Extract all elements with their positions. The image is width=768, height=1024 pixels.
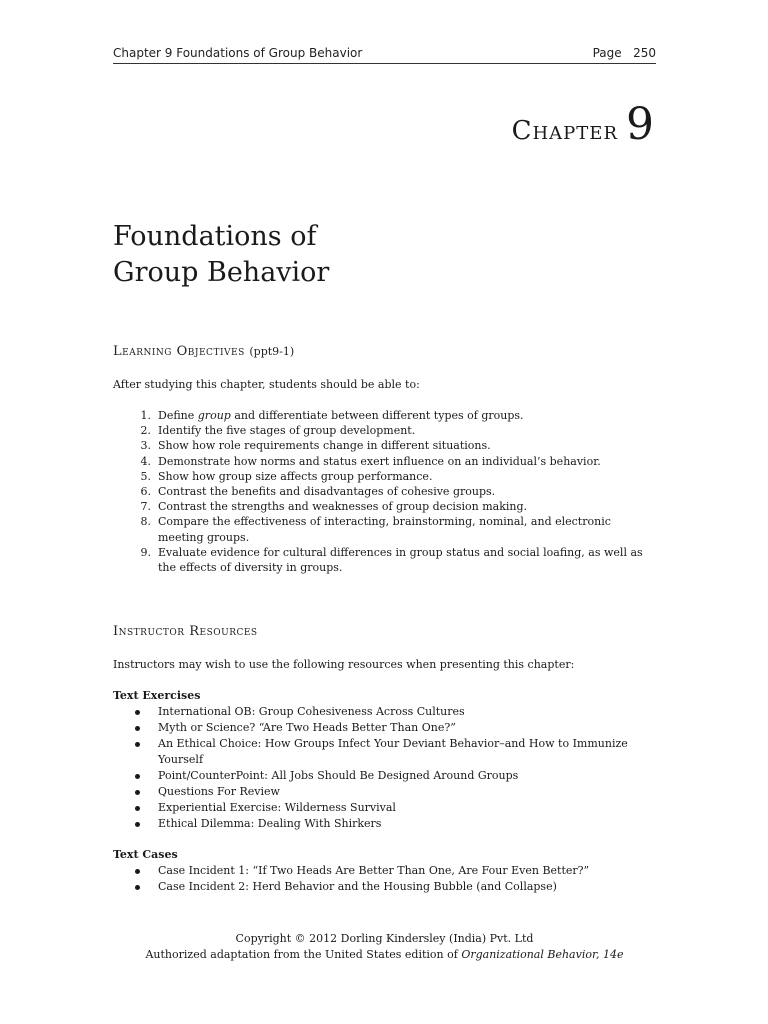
list-number: 6. bbox=[140, 485, 151, 499]
page-number bbox=[593, 46, 656, 60]
learning-objective-item bbox=[113, 514, 658, 544]
bullet-icon bbox=[135, 790, 140, 795]
learning-objective-item bbox=[113, 484, 658, 499]
objective-text-rest: and differentiate between different types of groups. bbox=[230, 409, 524, 422]
adaptation-prefix: Authorized adaptation from the United States edition of bbox=[145, 948, 462, 961]
learning-objective-item bbox=[113, 469, 658, 484]
learning-objective-item bbox=[113, 408, 658, 423]
adaptation-line bbox=[113, 947, 656, 963]
page-label: Page bbox=[592, 46, 622, 60]
text-exercise-item-text: Point/CounterPoint: All Jobs Should Be Designed Around Groups bbox=[158, 769, 519, 782]
learning-objectives-heading-suffix: (ppt9-1) bbox=[249, 345, 295, 358]
text-exercise-item-text: Experiential Exercise: Wilderness Survival bbox=[158, 801, 396, 814]
text-exercise-item bbox=[113, 720, 658, 736]
list-number: 8. bbox=[140, 515, 151, 529]
learning-objectives-heading-text: Learning Objectives bbox=[113, 344, 245, 359]
page-number-value: 250 bbox=[633, 46, 656, 60]
text-exercise-item-text: International OB: Group Cohesiveness Across Cultures bbox=[158, 705, 465, 718]
bullet-icon bbox=[135, 806, 140, 811]
list-number: 7. bbox=[140, 500, 151, 514]
list-number: 9. bbox=[140, 545, 151, 559]
text-exercise-item bbox=[113, 736, 658, 768]
list-number: 2. bbox=[140, 424, 151, 438]
list-number: 1. bbox=[140, 409, 151, 422]
bullet-icon bbox=[135, 726, 140, 731]
text-exercise-item bbox=[113, 704, 658, 720]
text-exercise-item-text: Questions For Review bbox=[158, 785, 280, 798]
text-exercise-item-text: An Ethical Choice: How Groups Infect Your Deviant Behavior–and How to Immunize Yourself bbox=[158, 737, 628, 766]
text-exercise-item-text: Ethical Dilemma: Dealing With Shirkers bbox=[158, 817, 382, 830]
objective-text: Demonstrate how norms and status exert influence on an individual’s behavior. bbox=[158, 454, 601, 468]
text-cases-list bbox=[113, 863, 658, 895]
bullet-icon bbox=[135, 710, 140, 715]
text-case-item bbox=[113, 879, 658, 895]
learning-objective-item bbox=[113, 545, 658, 575]
objective-text: Contrast the strengths and weaknesses of group decision making. bbox=[158, 500, 528, 514]
chapter-label bbox=[512, 100, 655, 156]
learning-objectives-intro: After studying this chapter, students should be able to: bbox=[113, 378, 420, 391]
text-case-item bbox=[113, 863, 658, 879]
chapter-number: 9 bbox=[626, 99, 655, 150]
learning-objective-item bbox=[113, 438, 658, 453]
chapter-title bbox=[113, 219, 329, 291]
chapter-word: Chapter bbox=[511, 116, 618, 146]
objective-text: Contrast the benefits and disadvantages of cohesive groups. bbox=[158, 485, 496, 499]
objective-text: Show how group size affects group performance. bbox=[158, 469, 433, 483]
chapter-title-line-2: Group Behavior bbox=[113, 257, 330, 288]
text-cases-heading: Text Cases bbox=[113, 848, 178, 861]
text-exercise-item bbox=[113, 768, 658, 784]
running-head bbox=[113, 45, 656, 64]
bullet-icon bbox=[135, 742, 140, 747]
instructor-resources-intro: Instructors may wish to use the following resources when presenting this chapter: bbox=[113, 658, 575, 671]
list-number: 3. bbox=[140, 439, 151, 453]
list-number: 4. bbox=[140, 454, 151, 468]
text-exercises-list bbox=[113, 704, 658, 832]
learning-objective-item bbox=[113, 499, 658, 514]
learning-objectives-list bbox=[113, 408, 658, 575]
objective-text: Evaluate evidence for cultural differences in group status and social loafing, as well as the effects of diversity in groups. bbox=[158, 545, 643, 575]
instructor-resources-heading: Instructor Resources bbox=[113, 624, 258, 639]
chapter-title-line-1: Foundations of bbox=[113, 221, 317, 252]
objective-emphasis: group bbox=[197, 409, 231, 422]
book-title: Organizational Behavior, 14e bbox=[461, 948, 624, 961]
objective-text: Define bbox=[158, 409, 198, 422]
text-exercises-heading: Text Exercises bbox=[113, 689, 201, 702]
text-case-item-text: Case Incident 1: “If Two Heads Are Better Than One, Are Four Even Better?” bbox=[158, 864, 590, 877]
objective-text: Show how role requirements change in different situations. bbox=[158, 439, 491, 453]
text-exercise-item bbox=[113, 816, 658, 832]
objective-text: Identify the five stages of group development. bbox=[158, 424, 416, 438]
text-exercise-item bbox=[113, 800, 658, 816]
bullet-icon bbox=[135, 822, 140, 827]
learning-objective-item bbox=[113, 454, 658, 469]
bullet-icon bbox=[135, 885, 140, 890]
text-exercise-item bbox=[113, 784, 658, 800]
bullet-icon bbox=[135, 774, 140, 779]
list-number: 5. bbox=[140, 469, 151, 483]
copyright-line: Copyright © 2012 Dorling Kindersley (India) Pvt. Ltd bbox=[235, 932, 534, 945]
running-head-title: Chapter 9 Foundations of Group Behavior bbox=[113, 46, 363, 60]
bullet-icon bbox=[135, 869, 140, 874]
text-case-item-text: Case Incident 2: Herd Behavior and the Housing Bubble (and Collapse) bbox=[158, 880, 557, 893]
text-exercise-item-text: Myth or Science? “Are Two Heads Better Than One?” bbox=[158, 721, 456, 734]
objective-text: Compare the effectiveness of interacting, brainstorming, nominal, and electronic meeting groups. bbox=[158, 515, 611, 544]
learning-objectives-heading bbox=[113, 344, 294, 360]
page-footer bbox=[113, 931, 656, 963]
learning-objective-item bbox=[113, 423, 658, 438]
